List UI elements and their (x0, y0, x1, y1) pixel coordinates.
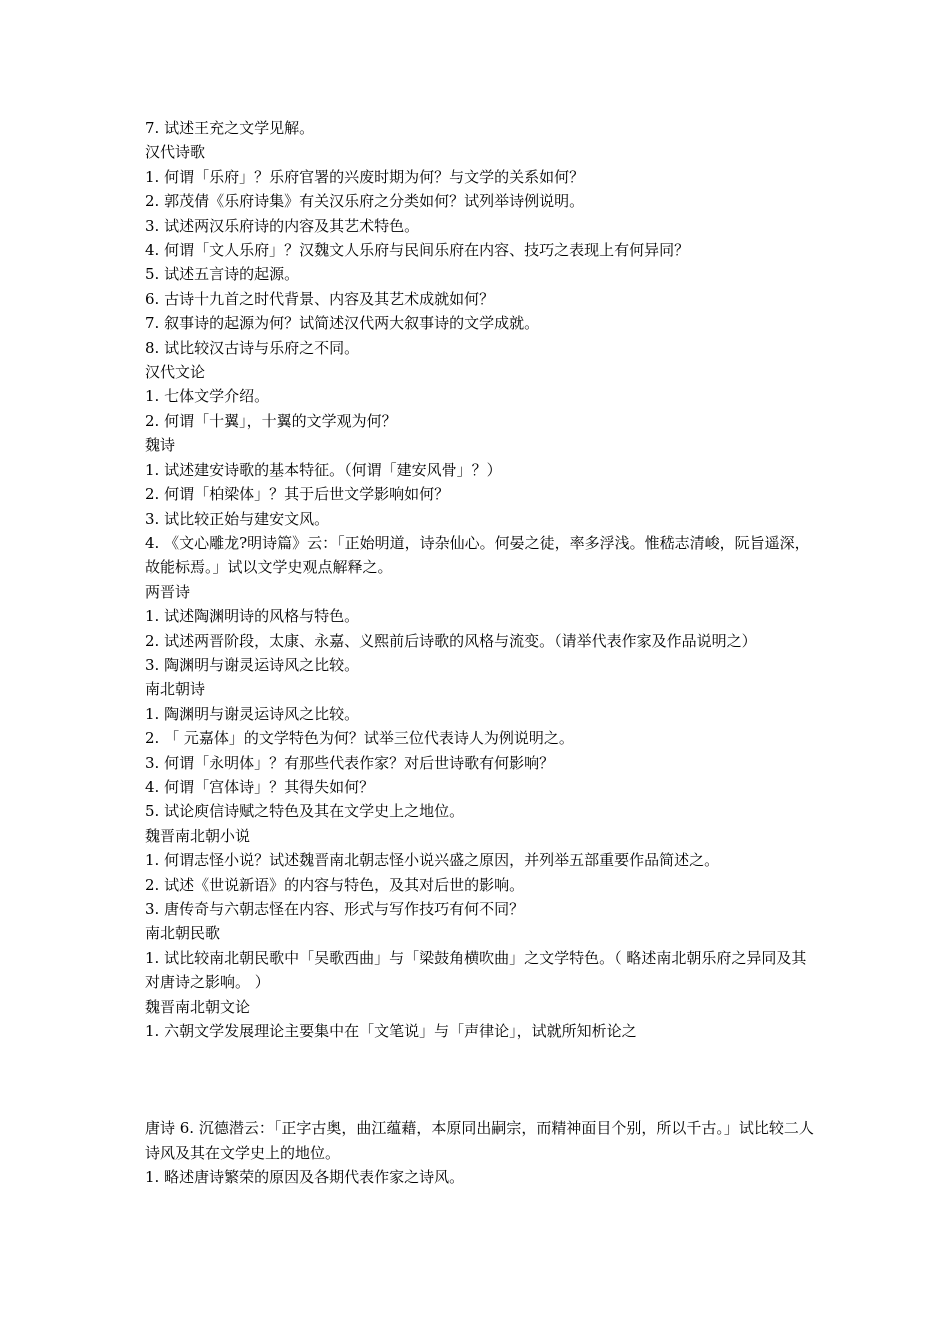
question-line: 2. 试述《世说新语》的内容与特色，及其对后世的影响。 (145, 875, 525, 894)
question-line: 3. 陶渊明与谢灵运诗风之比较。 (145, 655, 360, 674)
question-line: 5. 试论庾信诗赋之特色及其在文学史上之地位。 (145, 802, 465, 821)
question-line: 1. 陶渊明与谢灵运诗风之比较。 (145, 704, 360, 723)
section-heading: 南北朝诗 (145, 680, 206, 699)
section-gap (145, 1043, 815, 1116)
question-line: 2. 「 元嘉体」的文学特色为何？试举三位代表诗人为例说明之。 (145, 729, 574, 748)
question-line: 1. 试述陶渊明诗的风格与特色。 (145, 607, 360, 626)
document-body (145, 116, 815, 1190)
question-line: 3. 何谓「永明体」？有那些代表作家？对后世诗歌有何影响？ (145, 753, 555, 772)
question-line: 4. 何谓「文人乐府」？汉魏文人乐府与民间乐府在内容、技巧之表现上有何异同？ (145, 241, 690, 260)
question-line: 7. 试述王充之文学见解。 (145, 119, 315, 137)
section-heading: 两晋诗 (145, 582, 191, 601)
section-heading: 南北朝民歌 (145, 924, 221, 943)
question-line: 3. 试比较正始与建安文风。 (145, 509, 330, 528)
question-line: 3. 唐传奇与六朝志怪在内容、形式与写作技巧有何不同？ (145, 900, 525, 918)
question-line: 2. 何谓「十翼」，十翼的文学观为何？ (145, 411, 397, 430)
section-heading: 汉代诗歌 (145, 143, 206, 162)
question-line: 1. 六朝文学发展理论主要集中在「文笔说」与「声律论」，试就所知析论之 (145, 1022, 637, 1041)
question-line: 唐诗 6. 沉德潜云：「正字古奥，曲江蕴藉，本原同出嗣宗，而精神面目个别，所以千古。」试比较二人诗风及其在文学史上的地位。 (145, 1119, 814, 1162)
question-line: 1. 何谓「乐府」？乐府官署的兴废时期为何？与文学的关系如何？ (145, 167, 585, 186)
question-line: 2. 何谓「柏梁体」？其于后世文学影响如何？ (145, 485, 450, 504)
question-line: 2. 试述两晋阶段，太康、永嘉、义熙前后诗歌的风格与流变。（请举代表作家及作品说明之） (145, 631, 757, 650)
question-line: 1. 何谓志怪小说？试述魏晋南北朝志怪小说兴盛之原因，并列举五部重要作品简述之。 (145, 851, 720, 870)
section-heading: 魏诗 (145, 436, 176, 455)
section-heading: 魏晋南北朝小说 (145, 826, 251, 845)
question-line: 1. 试比较南北朝民歌中「吴歌西曲」与「梁鼓角横吹曲」之文学特色。（ 略述南北朝乐府之异同及其对唐诗之影响。 ） (145, 948, 807, 992)
question-line: 2. 郭茂倩《乐府诗集》有关汉乐府之分类如何？试列举诗例说明。 (145, 192, 585, 211)
question-line: 1. 试述建安诗歌的基本特征。（何谓「建安风骨」？） (145, 460, 502, 479)
question-line: 3. 试述两汉乐府诗的内容及其艺术特色。 (145, 216, 420, 235)
question-line: 6. 古诗十九首之时代背景、内容及其艺术成就如何？ (145, 289, 495, 308)
question-line: 5. 试述五言诗的起源。 (145, 265, 300, 284)
question-line: 7. 叙事诗的起源为何？试简述汉代两大叙事诗的文学成就。 (145, 314, 540, 333)
question-line: 8. 试比较汉古诗与乐府之不同。 (145, 338, 360, 357)
question-line: 4. 《文心雕龙?明诗篇》云：「正始明道，诗杂仙心。何晏之徒，率多浮浅。惟嵇志清峻，阮旨遥深，故能标焉。」试以文学史观点解释之。 (145, 533, 810, 577)
question-line: 4. 何谓「宫体诗」？其得失如何？ (145, 777, 375, 796)
section-heading: 汉代文论 (145, 363, 206, 382)
question-line: 1. 七体文学介绍。 (145, 387, 270, 406)
question-line: 1. 略述唐诗繁荣的原因及各期代表作家之诗风。 (145, 1168, 465, 1187)
section-heading: 魏晋南北朝文论 (145, 997, 251, 1016)
